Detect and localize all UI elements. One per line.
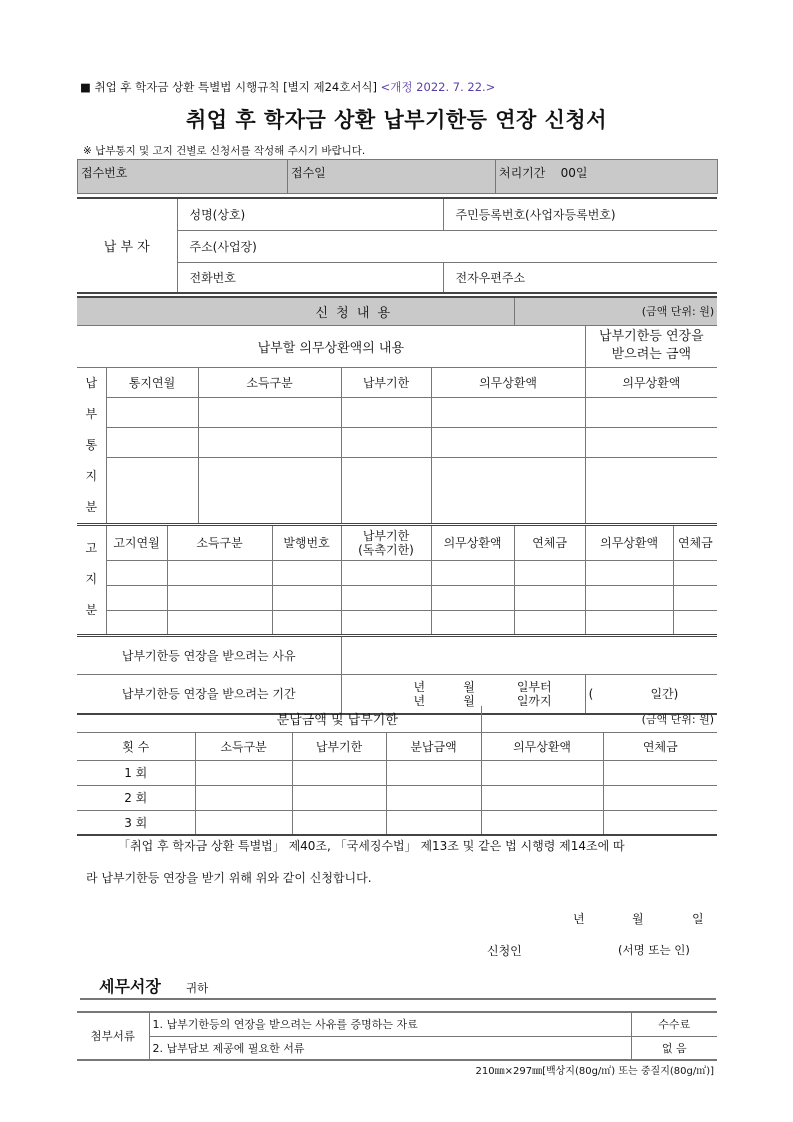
bill-cell[interactable] xyxy=(167,585,272,610)
inst-cell[interactable] xyxy=(195,810,292,835)
bill-col-issue-number: 발행번호 xyxy=(272,524,341,560)
period-day-from: 일부터 xyxy=(516,679,552,694)
notice-cell[interactable] xyxy=(341,457,431,524)
date-day-label: 일 xyxy=(692,912,704,926)
notice-cell[interactable] xyxy=(585,397,717,427)
inst-cell[interactable] xyxy=(195,760,292,785)
inst-cell[interactable] xyxy=(292,785,386,810)
reason-label: 납부기한등 연장을 받으려는 사유 xyxy=(77,635,341,674)
bill-cell[interactable] xyxy=(167,560,272,585)
inst-cell[interactable] xyxy=(195,785,292,810)
inst-cell[interactable] xyxy=(386,810,481,835)
notice-cell[interactable] xyxy=(198,397,341,427)
amendment-date: <개정 2022. 7. 22.> xyxy=(380,80,496,94)
inst-row-count: 1 회 xyxy=(77,760,195,785)
form-title: 취업 후 학자금 상환 납부기한등 연장 신청서 xyxy=(185,108,607,132)
extension-header-line1: 납부기한등 연장을 xyxy=(599,329,704,344)
bill-cell[interactable] xyxy=(341,560,431,585)
payer-email-label: 전자우편주소 xyxy=(455,270,526,285)
bill-col-obligation: 의무상환액 xyxy=(431,524,514,560)
installment-table xyxy=(77,706,717,836)
bill-cell[interactable] xyxy=(272,560,341,585)
recipient-underline xyxy=(80,998,716,1000)
notice-col-income-type: 소득구분 xyxy=(198,367,341,397)
bill-cell[interactable] xyxy=(431,585,514,610)
bill-col-due-date xyxy=(341,524,431,560)
notice-col-due-date: 납부기한 xyxy=(341,367,431,397)
bill-cell[interactable] xyxy=(673,560,717,585)
payer-name-label: 성명(상호) xyxy=(189,207,246,222)
law-reference: 취업 후 학자금 상환 특별법 시행규칙 [별지 제24호서식] xyxy=(94,80,378,94)
notice-vchar: 부 xyxy=(85,406,98,421)
installment-unit: (금액 단위: 원) xyxy=(481,706,717,732)
notice-col-extension-obligation: 의무상환액 xyxy=(585,367,717,397)
payer-id-label: 주민등록번호(사업자등록번호) xyxy=(455,207,616,222)
extension-amount-header xyxy=(585,325,717,367)
notice-vchar: 통 xyxy=(85,437,98,452)
bill-cell[interactable] xyxy=(106,585,167,610)
notice-cell[interactable] xyxy=(341,427,431,457)
inst-row-count: 3 회 xyxy=(77,810,195,835)
payer-name-field[interactable] xyxy=(177,198,443,230)
reason-field[interactable] xyxy=(341,635,717,674)
inst-cell[interactable] xyxy=(386,785,481,810)
payer-phone-label: 전화번호 xyxy=(189,270,236,285)
notice-col-obligation: 의무상환액 xyxy=(431,367,585,397)
receipt-date-label: 접수일 xyxy=(291,166,326,180)
date-year-label: 년 xyxy=(573,912,585,926)
bill-cell[interactable] xyxy=(673,610,717,635)
notice-row xyxy=(77,457,717,524)
attachment-item: 2. 납부담보 제공에 필요한 서류 xyxy=(149,1036,631,1060)
notice-row xyxy=(77,397,717,427)
bill-col-income-type: 소득구분 xyxy=(167,524,272,560)
payer-email-field[interactable] xyxy=(443,262,717,293)
notice-cell[interactable] xyxy=(431,457,585,524)
notice-cell[interactable] xyxy=(431,397,585,427)
date-month-label: 월 xyxy=(632,912,644,926)
notice-cell[interactable] xyxy=(431,427,585,457)
inst-col-late-fee: 연체금 xyxy=(603,732,717,760)
bill-cell[interactable] xyxy=(106,610,167,635)
installment-row xyxy=(77,785,717,810)
bill-cell[interactable] xyxy=(514,585,585,610)
period-day-to: 일까지 xyxy=(516,693,552,708)
period-year-from: 년 xyxy=(413,679,426,694)
inst-cell[interactable] xyxy=(386,760,481,785)
bill-vchar: 고 xyxy=(85,541,98,555)
notice-section-label xyxy=(77,367,106,524)
bill-demand-label: (독촉기한) xyxy=(358,542,414,557)
bill-cell[interactable] xyxy=(341,585,431,610)
bill-col-late-fee: 연체금 xyxy=(514,524,585,560)
notice-vchar: 납 xyxy=(85,375,98,390)
processing-period-value: 00일 xyxy=(560,166,588,180)
bill-col-month: 고지연월 xyxy=(106,524,167,560)
receipt-table xyxy=(77,159,718,194)
bill-cell[interactable] xyxy=(585,610,673,635)
installment-row xyxy=(77,760,717,785)
notice-cell[interactable] xyxy=(585,457,717,524)
bill-cell[interactable] xyxy=(431,610,514,635)
bill-col-extension-late-fee: 연체금 xyxy=(673,524,717,560)
applicant-label: 신청인 xyxy=(487,944,522,958)
inst-col-amount: 분납금액 xyxy=(386,732,481,760)
inst-col-due-date: 납부기한 xyxy=(292,732,386,760)
receipt-number-label: 접수번호 xyxy=(81,166,128,180)
attachments-table xyxy=(77,1011,717,1061)
notice-vchar: 지 xyxy=(85,468,98,483)
period-year-to: 년 xyxy=(413,693,426,708)
bill-row xyxy=(77,585,717,610)
declaration-line-1: 「취업 후 학자금 상환 특별법」 제40조, 「국세징수법」 제13조 및 같은 법 시행령 제14조에 따 xyxy=(118,839,625,853)
period-days-open: ( xyxy=(588,687,594,702)
form-reference xyxy=(80,79,495,95)
receipt-date-field[interactable] xyxy=(288,160,496,194)
bill-row xyxy=(77,610,717,635)
bill-cell[interactable] xyxy=(341,610,431,635)
bill-cell[interactable] xyxy=(167,610,272,635)
installment-row xyxy=(77,810,717,835)
period-days-close: 일간) xyxy=(650,687,679,702)
processing-period-label: 처리기간 xyxy=(499,166,546,180)
bill-section-label xyxy=(77,524,106,635)
attachment-item: 1. 납부기한등의 연장을 받으려는 사유를 증명하는 자료 xyxy=(149,1012,631,1036)
inst-cell[interactable] xyxy=(481,760,603,785)
inst-cell[interactable] xyxy=(292,810,386,835)
bill-cell[interactable] xyxy=(673,585,717,610)
notice-cell[interactable] xyxy=(585,427,717,457)
period-month-from: 월 xyxy=(463,679,475,694)
bill-cell[interactable] xyxy=(514,560,585,585)
receipt-number-field[interactable] xyxy=(78,160,288,194)
notice-cell[interactable] xyxy=(198,427,341,457)
notice-cell[interactable] xyxy=(106,457,198,524)
payer-address-field[interactable] xyxy=(177,230,717,262)
bill-vchar: 지 xyxy=(85,572,98,586)
inst-cell[interactable] xyxy=(603,810,717,835)
installment-section-label: 분납금액 및 납부기한 xyxy=(77,706,481,732)
period-month-to: 월 xyxy=(463,693,475,708)
payer-table xyxy=(77,197,717,294)
bill-row xyxy=(77,560,717,585)
payer-id-field[interactable] xyxy=(443,198,717,230)
payer-address-label: 주소(사업장) xyxy=(189,239,257,254)
attachments-label: 첨부서류 xyxy=(77,1012,149,1060)
notice-cell[interactable] xyxy=(198,457,341,524)
fee-value: 없 음 xyxy=(631,1036,717,1060)
inst-cell[interactable] xyxy=(603,785,717,810)
bill-cell[interactable] xyxy=(431,560,514,585)
bill-col-extension-obligation: 의무상환액 xyxy=(585,524,673,560)
bill-cell[interactable] xyxy=(272,585,341,610)
payer-phone-field[interactable] xyxy=(177,262,443,293)
notice-vchar: 분 xyxy=(85,499,98,514)
inst-col-income-type: 소득구분 xyxy=(195,732,292,760)
inst-cell[interactable] xyxy=(481,785,603,810)
bill-cell[interactable] xyxy=(585,585,673,610)
bill-due-label: 납부기한 xyxy=(362,528,410,543)
inst-cell[interactable] xyxy=(292,760,386,785)
inst-col-obligation: 의무상환액 xyxy=(481,732,603,760)
bill-cell[interactable] xyxy=(585,560,673,585)
request-unit: (금액 단위: 원) xyxy=(514,297,717,325)
period-label: 납부기한등 연장을 받으려는 기간 xyxy=(77,674,341,714)
processing-period-field xyxy=(496,160,718,194)
instruction-note: ※ 납부통지 및 고지 건별로 신청서를 작성해 주시기 바랍니다. xyxy=(83,145,366,157)
bill-cell[interactable] xyxy=(106,560,167,585)
inst-col-count: 횟 수 xyxy=(77,732,195,760)
recipient-honorific: 귀하 xyxy=(186,981,209,995)
notice-col-month: 통지연월 xyxy=(106,367,198,397)
request-table xyxy=(77,296,717,715)
inst-cell[interactable] xyxy=(603,760,717,785)
fee-label: 수수료 xyxy=(631,1012,717,1036)
extension-header-line2: 받으려는 금액 xyxy=(611,347,692,362)
inst-cell[interactable] xyxy=(481,810,603,835)
paper-spec: 210㎜×297㎜[백상지(80g/㎡) 또는 중질지(80g/㎡)] xyxy=(475,1066,714,1077)
notice-cell[interactable] xyxy=(106,397,198,427)
request-section-label: 신 청 내 용 xyxy=(77,297,514,325)
declaration-line-2: 라 납부기한등 연장을 받기 위해 위와 같이 신청합니다. xyxy=(86,871,372,885)
square-bullet: ■ xyxy=(80,80,91,94)
bill-cell[interactable] xyxy=(272,610,341,635)
inst-row-count: 2 회 xyxy=(77,785,195,810)
notice-cell[interactable] xyxy=(106,427,198,457)
bill-cell[interactable] xyxy=(514,610,585,635)
signature-label: (서명 또는 인) xyxy=(618,943,690,957)
notice-cell[interactable] xyxy=(341,397,431,427)
recipient-office: 세무서장 xyxy=(99,977,161,996)
obligation-header: 납부할 의무상환액의 내용 xyxy=(77,325,585,367)
notice-row xyxy=(77,427,717,457)
bill-vchar: 분 xyxy=(85,603,98,617)
payer-section-label: 납 부 자 xyxy=(77,198,177,293)
